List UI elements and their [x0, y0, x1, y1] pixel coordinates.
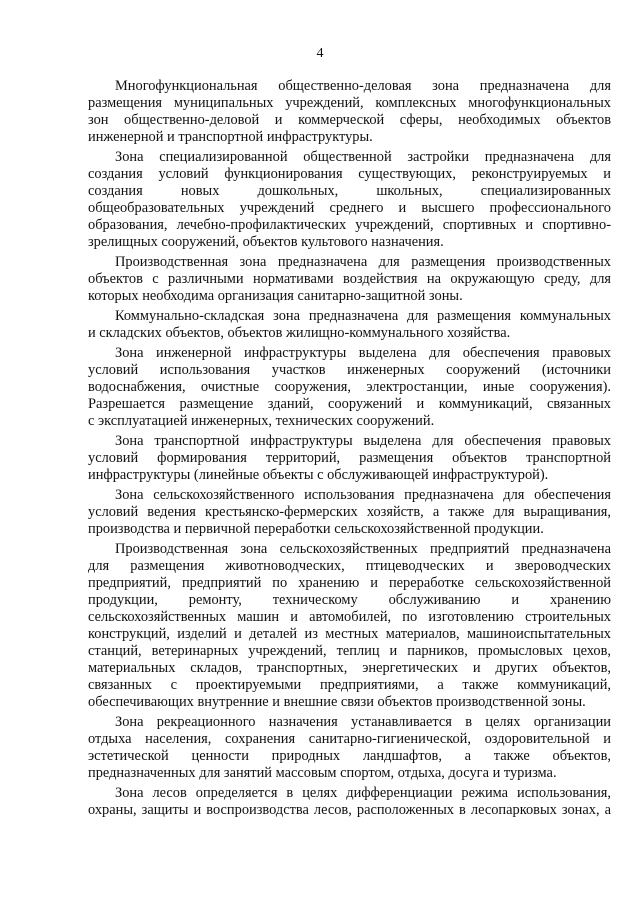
paragraph: [88, 345, 611, 430]
paragraph-line: производства и первичной переработки сельскохозяйственной продукции.: [88, 521, 544, 537]
paragraph-line: Зона рекреационного назначения устанавливается в целях организации: [115, 714, 611, 730]
paragraph-line: Зона транспортной инфраструктуры выделена для обеспечения правовых: [115, 433, 611, 449]
paragraph-line: предприятий, предприятий по хранению и переработке сельскохозяйственной: [88, 575, 611, 591]
paragraph: [88, 785, 611, 819]
paragraph-line: Зона специализированной общественной застройки предназначена для: [115, 149, 611, 165]
paragraph-line: размещения муниципальных учреждений, комплексных многофункциональных: [88, 95, 611, 111]
paragraph-line: сельскохозяйственных машин и автомобилей, по изготовлению строительных: [88, 609, 611, 625]
paragraph-line: Коммунально-складская зона предназначена для размещения коммунальных: [115, 308, 611, 324]
paragraph: [88, 254, 611, 305]
paragraph: [88, 487, 611, 538]
paragraph-line: эстетической ценности природных ландшафтов, а также объектов,: [88, 748, 611, 764]
paragraph-line: которых необходима организация санитарно-защитной зоны.: [88, 288, 463, 304]
paragraph: [88, 541, 611, 711]
paragraph-line: отдыха населения, сохранения санитарно-гигиенической, оздоровительной и: [88, 731, 611, 747]
paragraph-line: объектов с различными нормативами воздействия на окружающую среду, для: [88, 271, 611, 287]
paragraph-line: условий формирования территорий, размещения объектов транспортной: [88, 450, 611, 466]
paragraph-line: создания условий функционирования существующих, реконструируемых и: [88, 166, 611, 182]
paragraph-line: материальных складов, транспортных, энергетических и других объектов,: [88, 660, 611, 676]
paragraph: [88, 308, 611, 342]
paragraph-line: создания новых дошкольных, школьных, специализированных: [88, 183, 611, 199]
paragraph-line: Многофункциональная общественно-деловая зона предназначена для: [115, 78, 611, 94]
paragraph-line: с эксплуатацией инженерных, технических сооружений.: [88, 413, 435, 429]
paragraph-line: и складских объектов, объектов жилищно-коммунального хозяйства.: [88, 325, 511, 341]
paragraph-line: обеспечивающих внутренние и внешние связи объектов производственной зоны.: [88, 694, 586, 710]
paragraph-line: конструкций, изделий и деталей из местных материалов, машиноиспытательных: [88, 626, 611, 642]
paragraph-line: для размещения животноводческих, птицеводческих и звероводческих: [88, 558, 611, 574]
paragraph-line: условий использования участков инженерных сооружений (источники: [88, 362, 611, 378]
paragraph-line: охраны, защиты и воспроизводства лесов, расположенных в лесопарковых зонах, а: [88, 802, 611, 818]
paragraph-line: водоснабжения, очистные сооружения, электростанции, иные сооружения).: [88, 379, 611, 395]
body-text: [88, 78, 611, 819]
paragraph-line: инженерной и транспортной инфраструктуры.: [88, 129, 373, 145]
page-number: 4: [316, 46, 324, 61]
paragraph-line: связанных с проектируемыми предприятиями, а также коммуникаций,: [88, 677, 611, 693]
paragraph-line: Разрешается размещение зданий, сооружений и коммуникаций, связанных: [88, 396, 611, 412]
paragraph-line: зон общественно-деловой и коммерческой сферы, необходимых объектов: [88, 112, 611, 128]
paragraph-line: общеобразовательных учреждений среднего и высшего профессионального: [88, 200, 611, 216]
paragraph: [88, 433, 611, 484]
paragraph-line: условий ведения крестьянско-фермерских хозяйств, а также для выращивания,: [88, 504, 611, 520]
paragraph-line: Зона лесов определяется в целях дифференциации режима использования,: [115, 785, 611, 801]
paragraph: [88, 149, 611, 251]
paragraph-line: зрелищных сооружений, объектов культового назначения.: [88, 234, 444, 250]
paragraph-line: станций, ветеринарных учреждений, теплиц и парников, промысловых цехов,: [88, 643, 611, 659]
paragraph-line: Зона инженерной инфраструктуры выделена для обеспечения правовых: [115, 345, 611, 361]
paragraph: [88, 714, 611, 782]
paragraph-line: Производственная зона сельскохозяйственных предприятий предназначена: [115, 541, 611, 557]
paragraph-line: продукции, ремонту, техническому обслуживанию и хранению: [88, 592, 611, 608]
paragraph-line: Зона сельскохозяйственного использования предназначена для обеспечения: [115, 487, 611, 503]
paragraph-line: Производственная зона предназначена для размещения производственных: [115, 254, 611, 270]
paragraph: [88, 78, 611, 146]
paragraph-line: предназначенных для занятий массовым спортом, отдыха, досуга и туризма.: [88, 765, 557, 781]
paragraph-line: образования, лечебно-профилактических учреждений, спортивных и спортивно-: [88, 217, 611, 233]
paragraph-line: инфраструктуры (линейные объекты с обслуживающей инфраструктурой).: [88, 467, 549, 483]
